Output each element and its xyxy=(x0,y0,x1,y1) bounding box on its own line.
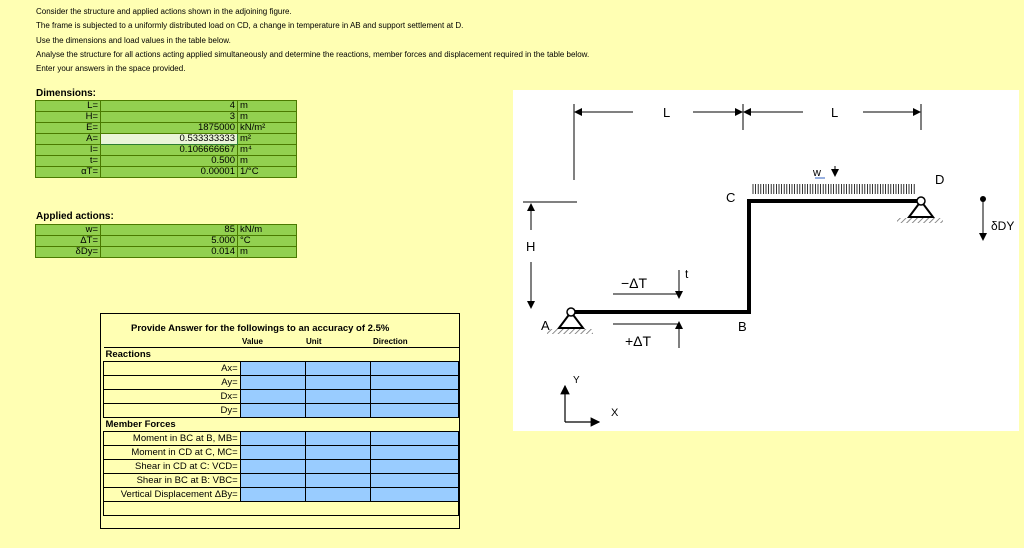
label-h: H xyxy=(526,239,536,254)
direction-input[interactable] xyxy=(370,432,459,446)
dim-label: t= xyxy=(36,156,101,167)
answer-table xyxy=(103,347,459,516)
unit-input[interactable] xyxy=(305,376,370,390)
question-label: Moment in BC at B, MB= xyxy=(104,432,241,446)
label-c: C xyxy=(726,190,736,205)
direction-input[interactable] xyxy=(370,474,459,488)
value-input[interactable] xyxy=(240,404,305,418)
dim-unit: kN/m² xyxy=(238,123,297,134)
dim-unit: m xyxy=(238,101,297,112)
unit-input[interactable] xyxy=(305,446,370,460)
dim-value-cell-selected[interactable]: 0.533333333 xyxy=(101,134,238,145)
unit-input[interactable] xyxy=(305,460,370,474)
question-label: Moment in CD at C, MC= xyxy=(104,446,241,460)
label-b: B xyxy=(738,319,747,334)
value-input[interactable] xyxy=(240,460,305,474)
unit-input[interactable] xyxy=(305,488,370,502)
dim-unit: m xyxy=(238,112,297,123)
label-plus-dt: +ΔT xyxy=(625,333,652,349)
unit-input[interactable] xyxy=(305,390,370,404)
dim-unit: m² xyxy=(238,134,297,145)
frame-figure xyxy=(513,90,1019,431)
frame-diagram-svg xyxy=(513,90,1019,431)
label-delta-dy: δDY xyxy=(991,219,1015,233)
value-input[interactable] xyxy=(240,390,305,404)
dim-label: E= xyxy=(36,123,101,134)
question-label: Shear in BC at B: VBC= xyxy=(104,474,241,488)
answer-panel xyxy=(100,313,460,529)
dimensions-title: Dimensions: xyxy=(36,88,97,99)
question-label: Dy= xyxy=(104,404,241,418)
label-d: D xyxy=(935,172,945,187)
instruction-line: Analyse the structure for all actions acting applied simultaneously and determine the reactions, member forces and displacement required in the table below. xyxy=(36,49,590,59)
label-x-axis: X xyxy=(611,407,619,419)
direction-input[interactable] xyxy=(370,362,459,376)
label-w: w xyxy=(813,167,821,179)
action-unit: m xyxy=(238,247,297,258)
dim-label: L= xyxy=(36,101,101,112)
question-label: Dx= xyxy=(104,390,241,404)
member-forces-header: Member Forces xyxy=(104,418,459,432)
action-value-cell[interactable]: 5.000 xyxy=(101,236,238,247)
value-input[interactable] xyxy=(240,474,305,488)
dim-unit: 1/°C xyxy=(238,167,297,178)
question-label: Vertical Displacement ΔBy= xyxy=(104,488,241,502)
axes-icon xyxy=(565,386,599,422)
reactions-header: Reactions xyxy=(104,348,459,362)
label-a: A xyxy=(541,318,550,333)
direction-input[interactable] xyxy=(370,376,459,390)
settlement-arrow-icon xyxy=(980,196,986,240)
value-input[interactable] xyxy=(240,376,305,390)
answer-heading: Provide Answer for the followings to an accuracy of 2.5% xyxy=(131,323,390,334)
col-value-header: Value xyxy=(242,337,263,346)
value-input[interactable] xyxy=(240,362,305,376)
frame-members xyxy=(571,201,921,312)
question-label: Ay= xyxy=(104,376,241,390)
action-value-cell[interactable]: 0.014 xyxy=(101,247,238,258)
action-label: δDy= xyxy=(36,247,101,258)
dim-unit: m xyxy=(238,156,297,167)
actions-title: Applied actions: xyxy=(36,211,114,222)
col-direction-header: Direction xyxy=(373,337,408,346)
direction-input[interactable] xyxy=(370,390,459,404)
dim-value-cell[interactable]: 0.500 xyxy=(101,156,238,167)
action-label: w= xyxy=(36,225,101,236)
direction-input[interactable] xyxy=(370,460,459,474)
value-input[interactable] xyxy=(240,446,305,460)
dim-value-cell[interactable]: 4 xyxy=(101,101,238,112)
instruction-line: Consider the structure and applied actions shown in the adjoining figure. xyxy=(36,7,292,16)
direction-input[interactable] xyxy=(370,488,459,502)
label-l1: L xyxy=(663,105,671,120)
label-l2: L xyxy=(831,105,839,120)
dimensions-table xyxy=(35,100,297,178)
dim-label: H= xyxy=(36,112,101,123)
action-value-cell[interactable]: 85 xyxy=(101,225,238,236)
dim-value-cell[interactable]: 0.106666667 xyxy=(101,145,238,156)
dimension-l-left xyxy=(574,104,743,180)
unit-input[interactable] xyxy=(305,362,370,376)
value-input[interactable] xyxy=(240,488,305,502)
question-label: Shear in CD at C: VCD= xyxy=(104,460,241,474)
action-unit: °C xyxy=(238,236,297,247)
label-y-axis: Y xyxy=(573,375,580,386)
empty-row xyxy=(104,502,459,516)
distributed-load xyxy=(753,184,914,194)
dim-value-cell[interactable]: 3 xyxy=(101,112,238,123)
question-label: Ax= xyxy=(104,362,241,376)
dim-value-cell[interactable]: 0.00001 xyxy=(101,167,238,178)
direction-input[interactable] xyxy=(370,404,459,418)
unit-input[interactable] xyxy=(305,474,370,488)
instruction-line: The frame is subjected to a uniformly distributed load on CD, a change in temperature in AB and support settlement at D. xyxy=(36,21,464,31)
col-unit-header: Unit xyxy=(306,337,322,346)
dimension-h xyxy=(523,202,577,308)
dim-label: αT= xyxy=(36,167,101,178)
actions-table xyxy=(35,224,297,258)
unit-input[interactable] xyxy=(305,432,370,446)
dim-value-cell[interactable]: 1875000 xyxy=(101,123,238,134)
action-unit: kN/m xyxy=(238,225,297,236)
instructions xyxy=(36,5,589,76)
label-t: t xyxy=(685,267,689,281)
direction-input[interactable] xyxy=(370,446,459,460)
instruction-line: Use the dimensions and load values in the table below. xyxy=(36,35,231,45)
instruction-line: Enter your answers in the space provided. xyxy=(36,64,186,74)
unit-input[interactable] xyxy=(305,404,370,418)
dim-label: A= xyxy=(36,134,101,145)
dim-unit: m⁴ xyxy=(238,145,297,156)
dim-label: I= xyxy=(36,145,101,156)
value-input[interactable] xyxy=(240,432,305,446)
label-minus-dt: −ΔT xyxy=(621,275,648,291)
action-label: ΔT= xyxy=(36,236,101,247)
